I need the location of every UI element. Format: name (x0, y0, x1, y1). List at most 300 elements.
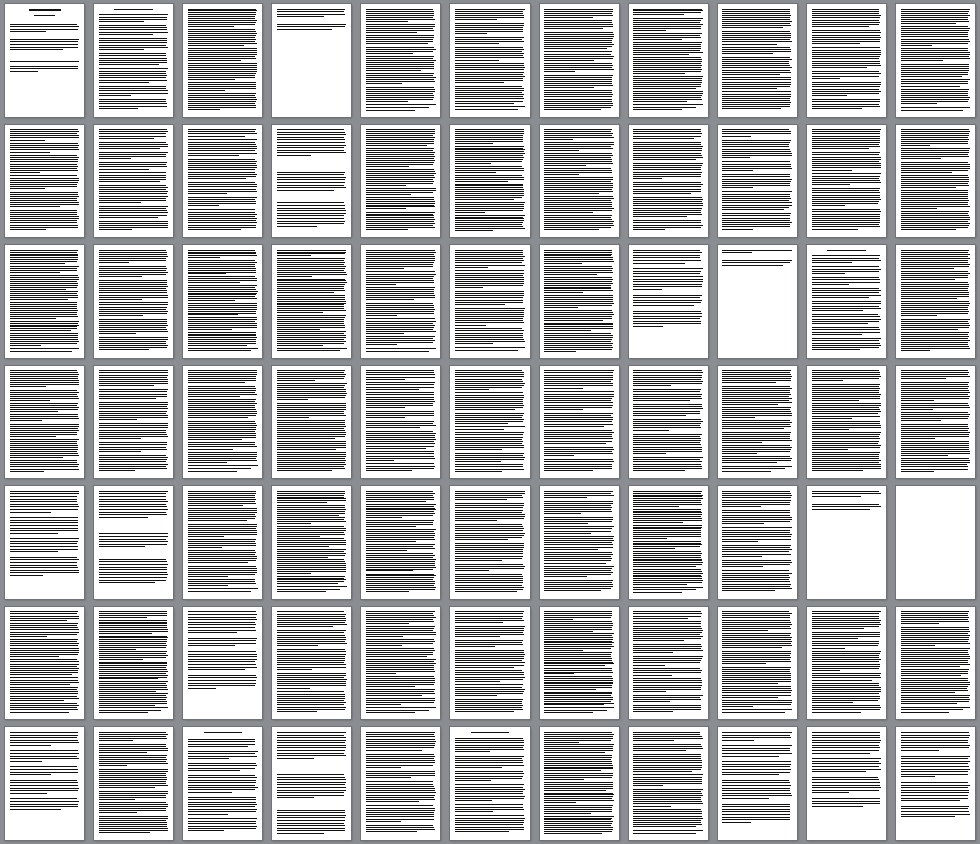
text-line (722, 541, 757, 542)
page-thumbnail[interactable] (94, 727, 173, 840)
page-thumbnail-cell[interactable] (713, 603, 802, 724)
text-line (722, 566, 763, 567)
text-line (455, 646, 495, 647)
page-thumbnail-cell[interactable] (89, 121, 178, 242)
page-thumbnail-cell[interactable] (713, 241, 802, 362)
page-thumbnail[interactable] (807, 607, 886, 720)
page-thumbnail-cell[interactable] (713, 0, 802, 121)
page-thumbnail[interactable] (361, 486, 440, 599)
text-line (722, 74, 780, 75)
text-line (455, 103, 514, 104)
text-line (722, 106, 790, 107)
text-line (722, 146, 789, 147)
page-thumbnail[interactable] (94, 486, 173, 599)
page-content-area (812, 732, 882, 836)
page-thumbnail-cell[interactable] (891, 723, 980, 844)
page-thumbnail[interactable] (896, 125, 975, 238)
page-thumbnail-cell[interactable] (267, 723, 356, 844)
page-thumbnail-cell[interactable] (891, 603, 980, 724)
text-line (633, 321, 701, 322)
text-line (633, 165, 702, 166)
text-line (455, 791, 523, 792)
text-line (633, 440, 700, 441)
text-line (633, 670, 701, 671)
text-line (455, 589, 523, 590)
page-thumbnail[interactable] (272, 125, 351, 238)
page-thumbnail[interactable] (540, 366, 619, 479)
page-thumbnail[interactable] (361, 125, 440, 238)
text-line (633, 705, 701, 706)
text-line (544, 419, 613, 420)
page-thumbnail-cell[interactable] (0, 362, 89, 483)
page-content-area (188, 370, 258, 474)
page-content-area (544, 250, 614, 354)
text-line (455, 57, 524, 58)
page-thumbnail-cell[interactable] (535, 603, 624, 724)
page-thumbnail[interactable] (807, 4, 886, 117)
text-line (455, 543, 523, 544)
page-content-area (188, 491, 258, 595)
text-line (633, 816, 702, 817)
text-line (455, 25, 524, 26)
page-thumbnail[interactable] (183, 245, 262, 358)
text-line (277, 702, 346, 703)
page-thumbnail[interactable] (540, 486, 619, 599)
page-thumbnail[interactable] (183, 607, 262, 720)
page-thumbnail-cell[interactable] (891, 362, 980, 483)
page-thumbnail-cell[interactable] (891, 482, 980, 603)
text-line (10, 496, 78, 497)
page-thumbnail[interactable] (272, 366, 351, 479)
page-thumbnail[interactable] (629, 125, 708, 238)
page-thumbnail[interactable] (450, 727, 529, 840)
page-thumbnail-cell[interactable] (624, 241, 713, 362)
text-line (722, 785, 791, 786)
page-thumbnail-cell[interactable] (802, 241, 891, 362)
text-line (455, 699, 523, 700)
page-thumbnail-cell[interactable] (713, 121, 802, 242)
page-thumbnail-cell[interactable] (535, 482, 624, 603)
page-thumbnail[interactable] (361, 245, 440, 358)
page-thumbnail[interactable] (629, 366, 708, 479)
page-thumbnail-cell[interactable] (89, 603, 178, 724)
text-line (10, 157, 79, 158)
text-line (277, 142, 345, 143)
page-thumbnail[interactable] (272, 727, 351, 840)
page-thumbnail[interactable] (450, 4, 529, 117)
text-line (10, 184, 77, 185)
text-line (633, 820, 701, 821)
page-thumbnail[interactable] (540, 125, 619, 238)
text-line (633, 381, 702, 382)
text-line (277, 777, 345, 778)
text-line (99, 154, 166, 155)
page-thumbnail[interactable] (272, 607, 351, 720)
page-thumbnail[interactable] (718, 366, 797, 479)
page-content-area (366, 732, 436, 836)
page-thumbnail-cell[interactable] (713, 482, 802, 603)
text-line (188, 814, 229, 815)
page-thumbnail[interactable] (361, 727, 440, 840)
emphasis-line (633, 830, 703, 831)
page-thumbnail[interactable] (5, 727, 84, 840)
text-line (10, 491, 79, 492)
page-thumbnail[interactable] (540, 245, 619, 358)
text-line (99, 284, 167, 285)
page-thumbnail-cell[interactable] (802, 0, 891, 121)
page-thumbnail[interactable] (361, 607, 440, 720)
page-thumbnail-cell[interactable] (802, 723, 891, 844)
text-line (901, 798, 969, 799)
page-thumbnail-cell[interactable] (624, 0, 713, 121)
text-line (455, 293, 524, 294)
page-thumbnail-cell[interactable] (356, 482, 445, 603)
page-thumbnail[interactable] (272, 245, 351, 358)
text-line (277, 624, 347, 625)
page-thumbnail-cell[interactable] (267, 603, 356, 724)
text-line (10, 753, 79, 754)
page-thumbnail[interactable] (450, 125, 529, 238)
page-thumbnail[interactable] (718, 125, 797, 238)
text-line (99, 383, 168, 384)
page-thumbnail[interactable] (629, 486, 708, 599)
page-thumbnail[interactable] (807, 486, 886, 599)
page-thumbnail[interactable] (94, 366, 173, 479)
page-thumbnail[interactable] (807, 366, 886, 479)
text-line (99, 304, 168, 305)
text-line (366, 797, 434, 798)
page-thumbnail[interactable] (718, 607, 797, 720)
page-thumbnail[interactable] (5, 607, 84, 720)
page-thumbnail[interactable] (540, 607, 619, 720)
text-line (366, 433, 435, 434)
text-line (366, 439, 436, 440)
page-thumbnail-cell[interactable] (713, 723, 802, 844)
page-thumbnail-cell[interactable] (178, 723, 267, 844)
page-thumbnail[interactable] (629, 4, 708, 117)
page-thumbnail-cell[interactable] (89, 0, 178, 121)
text-line (10, 182, 79, 183)
page-thumbnail-cell[interactable] (891, 121, 980, 242)
text-line (188, 225, 256, 226)
text-line (277, 132, 345, 133)
page-thumbnail[interactable] (5, 366, 84, 479)
page-content-area (901, 491, 971, 595)
text-line (633, 372, 703, 373)
text-line (10, 225, 78, 226)
emphasis-line (366, 348, 436, 349)
page-thumbnail-cell[interactable] (356, 121, 445, 242)
page-thumbnail-cell[interactable] (0, 482, 89, 603)
page-thumbnail-cell[interactable] (445, 241, 534, 362)
text-line (188, 163, 256, 164)
page-thumbnail-cell[interactable] (267, 241, 356, 362)
text-line (455, 811, 493, 812)
page-thumbnail[interactable] (183, 486, 262, 599)
page-thumbnail[interactable] (5, 245, 84, 358)
text-line (455, 778, 522, 779)
page-thumbnail-cell[interactable] (624, 362, 713, 483)
text-line (455, 556, 523, 557)
page-thumbnail-cell[interactable] (535, 723, 624, 844)
text-line (633, 257, 700, 258)
page-thumbnail-cell[interactable] (267, 0, 356, 121)
text-line (633, 419, 701, 420)
text-line (10, 761, 42, 762)
page-thumbnail-cell[interactable] (0, 0, 89, 121)
text-line (633, 634, 700, 635)
page-thumbnail[interactable] (450, 245, 529, 358)
page-thumbnail-cell[interactable] (267, 362, 356, 483)
page-thumbnail-cell[interactable] (356, 723, 445, 844)
page-thumbnail-cell[interactable] (802, 603, 891, 724)
page-thumbnail[interactable] (450, 486, 529, 599)
page-thumbnail[interactable] (183, 125, 262, 238)
text-line (99, 468, 167, 469)
text-line (633, 658, 701, 659)
page-thumbnail[interactable] (183, 727, 262, 840)
page-thumbnail-cell[interactable] (0, 723, 89, 844)
text-line (188, 159, 255, 160)
text-line (455, 745, 524, 746)
text-line (277, 656, 345, 657)
text-line (722, 161, 789, 162)
page-thumbnail[interactable] (94, 125, 173, 238)
page-thumbnail-cell[interactable] (891, 0, 980, 121)
text-line (455, 53, 524, 54)
text-line (99, 341, 166, 342)
text-line (812, 205, 846, 206)
page-thumbnail[interactable] (5, 4, 84, 117)
page-thumbnail-cell[interactable] (535, 241, 624, 362)
page-thumbnail[interactable] (450, 366, 529, 479)
text-line (544, 402, 613, 403)
text-line (633, 260, 701, 261)
page-thumbnail[interactable] (540, 727, 619, 840)
page-thumbnail[interactable] (896, 4, 975, 117)
text-line (455, 632, 523, 633)
page-thumbnail[interactable] (540, 4, 619, 117)
page-thumbnail-cell[interactable] (802, 482, 891, 603)
text-line (99, 372, 168, 373)
page-thumbnail[interactable] (272, 486, 351, 599)
page-thumbnail[interactable] (807, 245, 886, 358)
text-line (277, 622, 345, 623)
page-thumbnail[interactable] (94, 245, 173, 358)
text-line (188, 201, 256, 202)
text-line (455, 553, 523, 554)
text-line (10, 745, 51, 746)
text-line (10, 522, 78, 523)
page-thumbnail[interactable] (629, 727, 708, 840)
text-line (10, 31, 47, 32)
text-line (10, 769, 78, 770)
page-thumbnail-cell[interactable] (445, 482, 534, 603)
page-thumbnail-cell[interactable] (624, 723, 713, 844)
page-thumbnail[interactable] (629, 245, 708, 358)
text-line (633, 385, 671, 386)
text-line (99, 144, 168, 145)
text-line (366, 827, 434, 828)
page-thumbnail-cell[interactable] (891, 241, 980, 362)
text-line (901, 800, 961, 801)
page-thumbnail[interactable] (896, 727, 975, 840)
page-thumbnail[interactable] (896, 607, 975, 720)
page-thumbnail-cell[interactable] (624, 603, 713, 724)
page-thumbnail-cell[interactable] (0, 121, 89, 242)
page-thumbnail-cell[interactable] (178, 482, 267, 603)
page-thumbnail-cell[interactable] (445, 603, 534, 724)
page-thumbnail[interactable] (94, 4, 173, 117)
page-thumbnail-cell[interactable] (356, 603, 445, 724)
page-thumbnail-cell[interactable] (356, 362, 445, 483)
text-line (99, 64, 159, 65)
text-line (812, 747, 881, 748)
text-line (722, 756, 778, 757)
page-thumbnail-cell[interactable] (535, 362, 624, 483)
page-thumbnail[interactable] (272, 4, 351, 117)
text-line (455, 279, 524, 280)
text-line (722, 102, 790, 103)
page-thumbnail[interactable] (807, 727, 886, 840)
page-thumbnail-cell[interactable] (445, 362, 534, 483)
text-line (366, 765, 433, 766)
page-thumbnail[interactable] (718, 245, 797, 358)
text-line (277, 620, 346, 621)
page-thumbnail[interactable] (629, 607, 708, 720)
text-line (455, 684, 523, 685)
text-line (633, 396, 700, 397)
text-line (544, 405, 613, 406)
emphasis-line (544, 712, 593, 713)
emphasis-line (633, 109, 682, 110)
section-heading-line (114, 9, 152, 10)
page-thumbnail-cell[interactable] (89, 723, 178, 844)
page-thumbnail-cell[interactable] (445, 0, 534, 121)
text-line (722, 581, 790, 582)
text-line (722, 814, 789, 815)
emphasis-line (188, 350, 251, 351)
text-line (455, 771, 523, 772)
blank-area (901, 491, 971, 595)
page-thumbnail-cell[interactable] (445, 723, 534, 844)
page-content-area (633, 491, 703, 595)
page-thumbnail-cell[interactable] (178, 241, 267, 362)
page-thumbnail-cell[interactable] (356, 0, 445, 121)
page-thumbnail[interactable] (450, 607, 529, 720)
page-thumbnail[interactable] (896, 245, 975, 358)
page-thumbnail-cell[interactable] (267, 482, 356, 603)
text-line (633, 697, 700, 698)
page-thumbnail[interactable] (94, 607, 173, 720)
page-thumbnail[interactable] (718, 727, 797, 840)
text-line (544, 379, 612, 380)
page-thumbnail[interactable] (361, 366, 440, 479)
page-thumbnail-cell[interactable] (89, 241, 178, 362)
text-line (812, 314, 879, 315)
page-thumbnail-cell[interactable] (178, 603, 267, 724)
text-line (455, 291, 524, 292)
text-line (277, 174, 344, 175)
page-thumbnail[interactable] (807, 125, 886, 238)
page-thumbnail-cell[interactable] (624, 482, 713, 603)
page-thumbnail[interactable] (5, 486, 84, 599)
text-line (99, 295, 169, 296)
page-thumbnail-cell[interactable] (624, 121, 713, 242)
page-thumbnail[interactable] (896, 486, 975, 599)
text-line (812, 277, 880, 278)
text-line (188, 811, 256, 812)
page-thumbnail-cell[interactable] (356, 241, 445, 362)
page-content-area (812, 250, 882, 354)
text-line (455, 49, 524, 50)
page-thumbnail-cell[interactable] (713, 362, 802, 483)
text-line (455, 818, 524, 819)
page-thumbnail-cell[interactable] (178, 121, 267, 242)
page-content-area (722, 129, 792, 233)
page-content-area (901, 611, 971, 715)
page-thumbnail[interactable] (718, 4, 797, 117)
page-thumbnail[interactable] (361, 4, 440, 117)
page-thumbnail-cell[interactable] (0, 603, 89, 724)
text-line (722, 13, 789, 14)
page-thumbnail[interactable] (896, 366, 975, 479)
text-line (455, 773, 524, 774)
text-line (277, 711, 317, 712)
page-thumbnail-cell[interactable] (267, 121, 356, 242)
text-line (722, 11, 789, 12)
page-thumbnail-cell[interactable] (89, 362, 178, 483)
text-line (99, 45, 166, 46)
text-line (99, 504, 166, 505)
page-thumbnail-cell[interactable] (535, 0, 624, 121)
page-thumbnail[interactable] (718, 486, 797, 599)
emphasis-line (188, 471, 237, 472)
emphasis-line (455, 429, 504, 430)
page-thumbnail-cell[interactable] (802, 362, 891, 483)
text-line (722, 41, 791, 42)
text-line (188, 792, 232, 793)
page-thumbnail-cell[interactable] (89, 482, 178, 603)
page-thumbnail-cell[interactable] (802, 121, 891, 242)
text-line (812, 41, 880, 42)
text-line (277, 639, 346, 640)
text-line (188, 148, 257, 149)
text-line (544, 432, 613, 433)
text-line (99, 430, 166, 431)
text-line (10, 71, 38, 72)
page-thumbnail-cell[interactable] (445, 121, 534, 242)
text-line (188, 669, 245, 670)
text-line (722, 136, 750, 137)
text-line (633, 199, 702, 200)
page-thumbnail-cell[interactable] (178, 362, 267, 483)
page-thumbnail[interactable] (183, 366, 262, 479)
text-line (633, 425, 700, 426)
page-thumbnail-cell[interactable] (535, 121, 624, 242)
page-thumbnail-cell[interactable] (178, 0, 267, 121)
text-line (633, 689, 701, 690)
page-thumbnail[interactable] (5, 125, 84, 238)
page-thumbnail[interactable] (183, 4, 262, 117)
text-line (722, 144, 789, 145)
text-line (99, 133, 166, 134)
text-line (188, 203, 256, 204)
page-thumbnail-cell[interactable] (0, 241, 89, 362)
text-line (633, 311, 700, 312)
text-line (188, 199, 255, 200)
text-line (188, 688, 217, 689)
